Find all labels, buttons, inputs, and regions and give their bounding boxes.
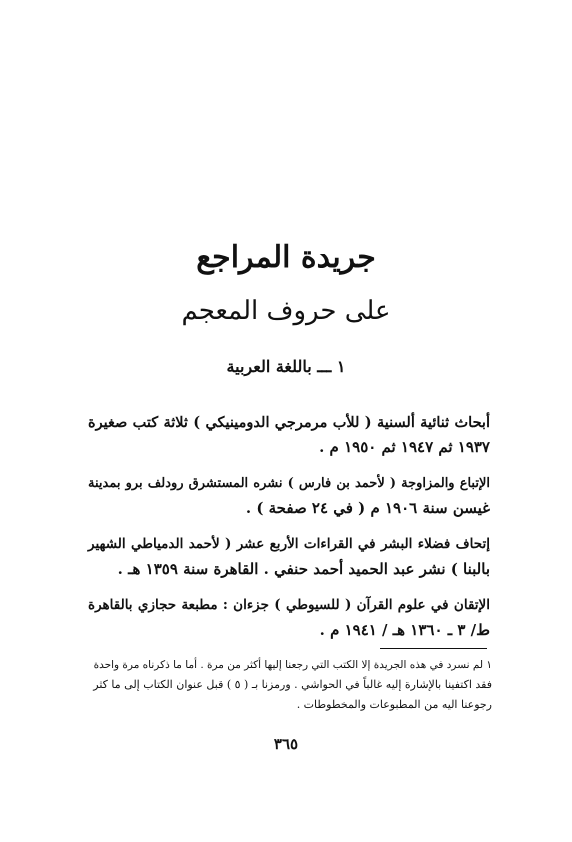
section-heading: ١ ـــ باللغة العربية [226, 357, 346, 376]
reference-line: إتحاف فضلاء البشر في القراءات الأربع عشر ( لأحمد الدمياطي الشهير [88, 536, 490, 552]
reference-list [88, 410, 490, 654]
footnote-line: رجوعنا اليه من المطبوعات والمخطوطات . [296, 698, 492, 711]
footnote-line: ١ لم نسرد في هذه الجريدة إلا الكتب التي رجعنا إليها أكثر من مرة . أما ما ذكرناه مرة واحدة [93, 659, 492, 671]
reference-line: ١٩٣٧ ثم ١٩٤٧ ثم ١٩٥٠ م . [319, 438, 490, 456]
page-subtitle: على حروف المعجم [181, 296, 391, 326]
footnote-divider [380, 648, 487, 649]
footnote-line: فقد اكتفينا بالإشارة إليه غالباً في الحواشي . ورمزنا بـ ( ٥ ) قبل عنوان الكتاب إلى ما كثر [93, 678, 492, 691]
reference-line: الإتقان في علوم القرآن ( للسيوطي ) جزءان : مطبعة حجازي بالقاهرة [88, 597, 490, 613]
reference-entry [88, 471, 490, 521]
reference-line: أبحاث ثنائية ألسنية ( للأب مرمرجي الدومينيكي ) ثلاثة كتب صغيرة [88, 414, 490, 431]
reference-entry [88, 532, 490, 582]
reference-line: غيسن سنة ١٩٠٦ م ( في ٢٤ صفحة ) . [245, 499, 490, 517]
reference-line: بالبنا ) نشر عبد الحميد أحمد حنفي . القاهرة سنة ١٣٥٩ هـ . [117, 560, 490, 578]
reference-entry [88, 410, 490, 460]
reference-line: الإتباع والمزاوجة ( لأحمد بن فارس ) نشره المستشرق رودلف برو بمدينة [88, 476, 490, 491]
reference-entry [88, 593, 490, 643]
footnote [82, 655, 492, 715]
page-number: ٣٦٥ [273, 735, 299, 753]
reference-line: ط/ ٣ ـ ١٣٦٠ هـ / ١٩٤١ م . [319, 621, 490, 639]
page-title: جريدة المراجع [196, 240, 376, 275]
